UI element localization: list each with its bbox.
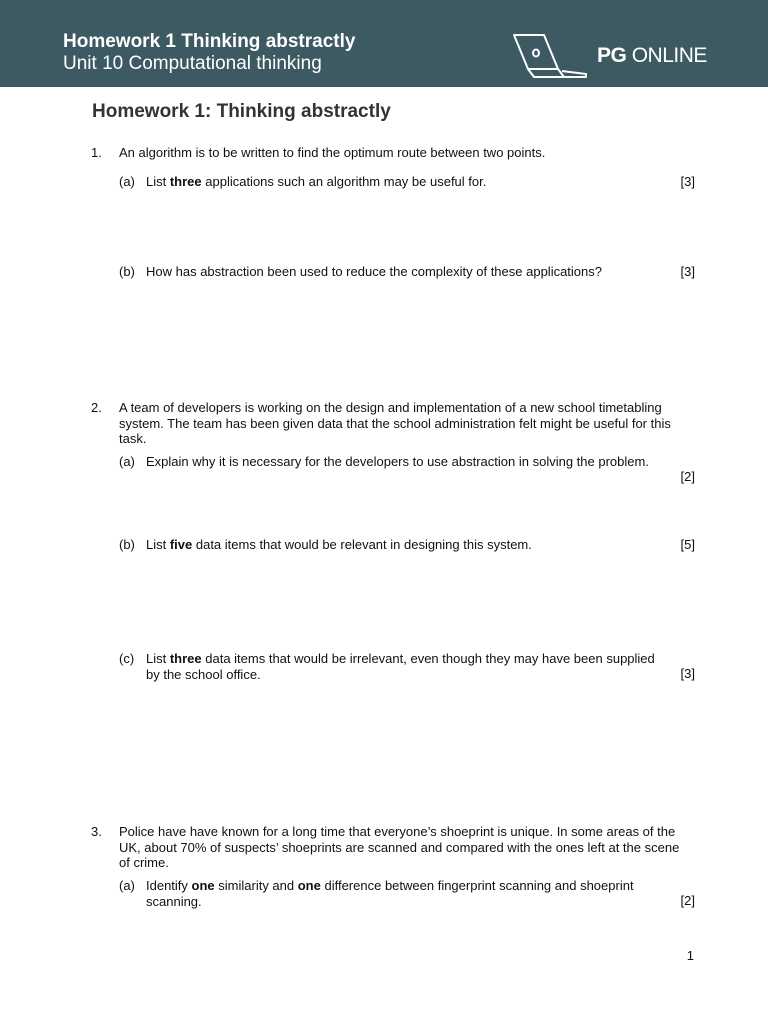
- question-1a-bold: three: [169, 174, 202, 189]
- question-3a-marks: [2]: [680, 893, 695, 908]
- question-2b-marks: [5]: [680, 537, 695, 552]
- logo-text-rest: ONLINE: [631, 44, 707, 67]
- page-number: 1: [686, 948, 694, 963]
- question-2b-letter: (b): [119, 537, 135, 552]
- question-3a-text: [146, 878, 681, 909]
- question-3a-bold2: one: [297, 878, 321, 893]
- question-2b-post: data items that would be relevant in designing this system.: [192, 537, 532, 552]
- question-2a-marks: [2]: [680, 469, 695, 484]
- question-1a-post: applications such an algorithm may be useful for.: [201, 174, 487, 189]
- laptop-icon: [510, 31, 590, 83]
- logo-text-bold: PG: [597, 44, 627, 67]
- question-2-number: 2.: [91, 400, 102, 415]
- question-3-number: 3.: [91, 824, 102, 839]
- page-header: [0, 0, 768, 87]
- question-2c-bold: three: [169, 651, 202, 666]
- question-3a-bold: one: [191, 878, 215, 893]
- question-3a-letter: (a): [119, 878, 135, 893]
- question-2a-text: [146, 454, 656, 470]
- question-2b-bold: five: [169, 537, 193, 552]
- question-3a-post: difference between fingerprint scanning and shoeprint scanning.: [146, 878, 634, 909]
- question-2c-text: [146, 651, 656, 682]
- question-2c-letter: (c): [119, 651, 135, 666]
- question-1b-text: [146, 264, 656, 280]
- question-3a-pre: Identify: [146, 878, 192, 893]
- header-subtitle: Unit 10 Computational thinking: [63, 53, 322, 74]
- question-1a-marks: [3]: [680, 174, 695, 189]
- question-1b-pre: How has abstraction been used to reduce the complexity of these applications?: [146, 264, 602, 279]
- question-1a-pre: List: [146, 174, 170, 189]
- question-1b-marks: [3]: [680, 264, 695, 279]
- question-1b-letter: (b): [119, 264, 135, 279]
- question-2b-text: [146, 537, 626, 553]
- question-1a-text: [146, 174, 626, 190]
- question-1-text: An algorithm is to be written to find the optimum route between two points.: [119, 145, 546, 160]
- header-title: Homework 1 Thinking abstractly: [63, 31, 356, 52]
- question-3a-mid: similarity and: [214, 878, 298, 893]
- question-1a-letter: (a): [119, 174, 135, 189]
- question-1-number: 1.: [91, 145, 102, 160]
- question-2c-post: data items that would be irrelevant, even though they may have been supplied by the school office.: [146, 651, 655, 682]
- question-2-text: A team of developers is working on the design and implementation of a new school timetabling system. The team has been given data that the school administration felt might be useful for this task.: [119, 400, 671, 446]
- question-2a-pre: Explain why it is necessary for the developers to use abstraction in solving the problem.: [146, 454, 649, 469]
- question-2a-letter: (a): [119, 454, 135, 469]
- logo-text: [597, 44, 707, 68]
- question-2c-pre: List: [146, 651, 170, 666]
- question-3-text: Police have have known for a long time that everyone’s shoeprint is unique. In some areas of the UK, about 70% of suspects’ shoeprints are scanned and compared with the ones left at the scene of crime.: [119, 824, 680, 870]
- document-title: Homework 1: Thinking abstractly: [92, 101, 391, 122]
- question-2c-marks: [3]: [680, 666, 695, 681]
- question-2b-pre: List: [146, 537, 170, 552]
